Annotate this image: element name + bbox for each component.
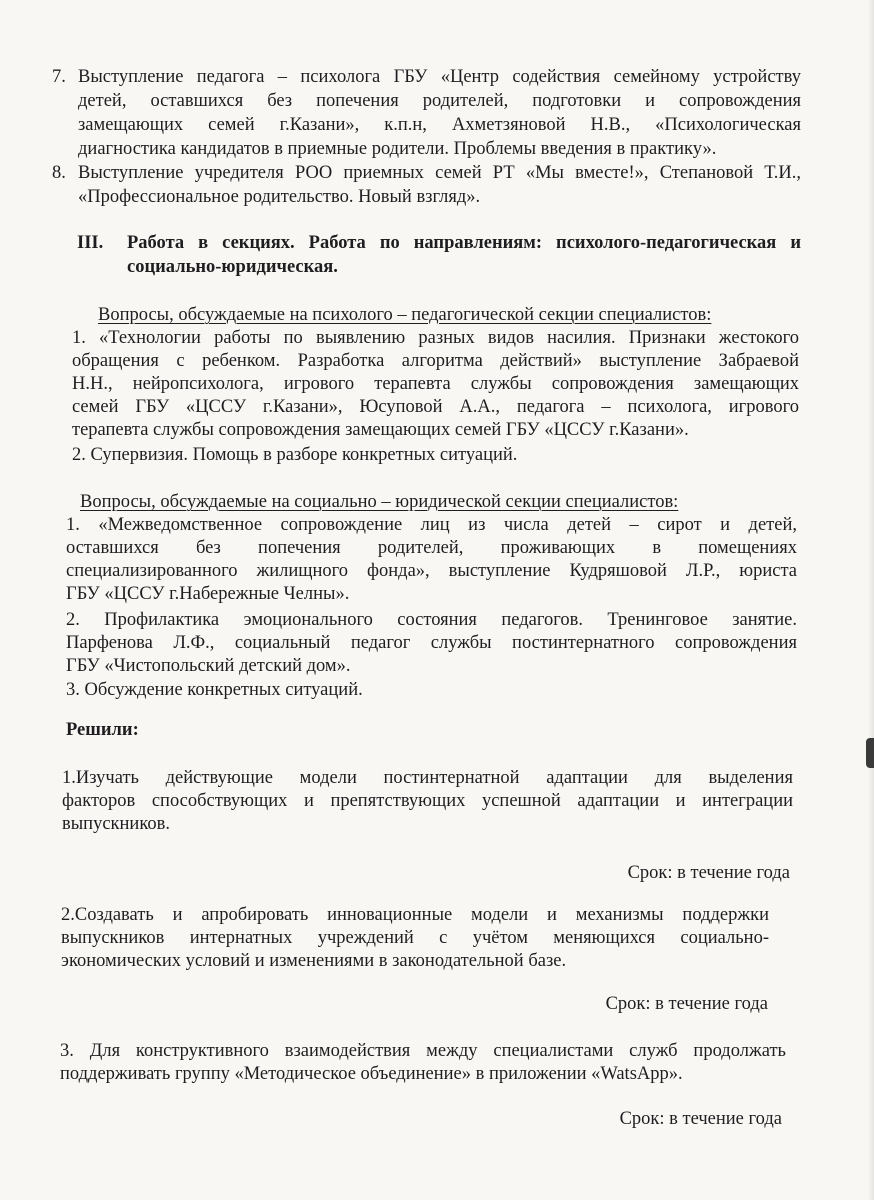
- item-line: замещающих семей г.Казани», к.п.н, Ахметзяновой Н.В., «Психологическая: [78, 115, 801, 135]
- section-line: 2. Супервизия. Помощь в разборе конкретных ситуаций.: [72, 445, 518, 465]
- item-line: «Профессиональное родительство. Новый взгляд».: [78, 187, 481, 207]
- section-line: 1. «Межведомственное сопровождение лиц из числа детей – сирот и детей,: [66, 515, 797, 535]
- section-line: специализированного жилищного фонда», выступление Кудряшовой Л.Р., юриста: [66, 561, 797, 581]
- deadline: Срок: в течение года: [619, 1109, 782, 1129]
- item-number: 7.: [52, 67, 66, 87]
- page-edge-shadow: [868, 0, 874, 1200]
- section-line: оставшихся без попечения родителей, проживающих в помещениях: [66, 538, 797, 558]
- section-numeral: III.: [77, 233, 104, 253]
- item-line: диагностика кандидатов в приемные родители. Проблемы введения в практику».: [78, 139, 717, 159]
- decision-line: экономических условий и изменениями в законодательной базе.: [61, 951, 567, 971]
- section-line: 1. «Технологии работы по выявлению разных видов насилия. Признаки жестокого: [72, 328, 799, 348]
- decision-line: выпускников.: [62, 814, 170, 834]
- section-line: обращения с ребенком. Разработка алгоритма действий» выступление Забраевой: [72, 351, 799, 371]
- binder-mark: [866, 738, 874, 768]
- item-line: детей, оставшихся без попечения родителей, подготовки и сопровождения: [78, 91, 801, 111]
- section-line: ГБУ «ЦССУ г.Набережные Челны».: [66, 584, 350, 604]
- decision-line: 1.Изучать действующие модели постинтернатной адаптации для выделения: [62, 768, 793, 788]
- section-heading-line: Работа в секциях. Работа по направлениям: психолого-педагогическая и: [127, 233, 801, 253]
- section-line: 3. Обсуждение конкретных ситуаций.: [66, 680, 363, 700]
- section-subheading: Вопросы, обсуждаемые на социально – юридической секции специалистов:: [80, 492, 679, 512]
- item-number: 8.: [52, 163, 66, 183]
- section-line: ГБУ «Чистопольский детский дом».: [66, 656, 351, 676]
- section-line: семей ГБУ «ЦССУ г.Казани», Юсуповой А.А., педагога – психолога, игрового: [72, 397, 799, 417]
- section-heading-line: социально-юридическая.: [127, 257, 338, 277]
- deadline: Срок: в течение года: [605, 994, 768, 1014]
- section-line: 2. Профилактика эмоционального состояния педагогов. Тренинговое занятие.: [66, 610, 797, 630]
- decision-line: поддерживать группу «Методическое объединение» в приложении «WatsApp».: [60, 1064, 683, 1084]
- decisions-heading: Решили:: [66, 720, 139, 740]
- decision-line: выпускников интернатных учреждений с учётом меняющихся социально-: [61, 928, 769, 948]
- deadline: Срок: в течение года: [627, 863, 790, 883]
- item-line: Выступление учредителя РОО приемных семей РТ «Мы вместе!», Степановой Т.И.,: [78, 163, 801, 183]
- section-line: терапевта службы сопровождения замещающих семей ГБУ «ЦССУ г.Казани».: [72, 420, 689, 440]
- item-line: Выступление педагога – психолога ГБУ «Центр содействия семейному устройству: [78, 67, 801, 87]
- section-subheading: Вопросы, обсуждаемые на психолого – педагогической секции специалистов:: [98, 305, 712, 325]
- decision-line: 3. Для конструктивного взаимодействия между специалистами служб продолжать: [60, 1041, 786, 1061]
- section-line: Н.Н., нейропсихолога, игрового терапевта службы сопровождения замещающих: [72, 374, 799, 394]
- decision-line: факторов способствующих и препятствующих успешной адаптации и интеграции: [62, 791, 793, 811]
- section-line: Парфенова Л.Ф., социальный педагог службы постинтернатного сопровождения: [66, 633, 797, 653]
- decision-line: 2.Создавать и апробировать инновационные модели и механизмы поддержки: [61, 905, 769, 925]
